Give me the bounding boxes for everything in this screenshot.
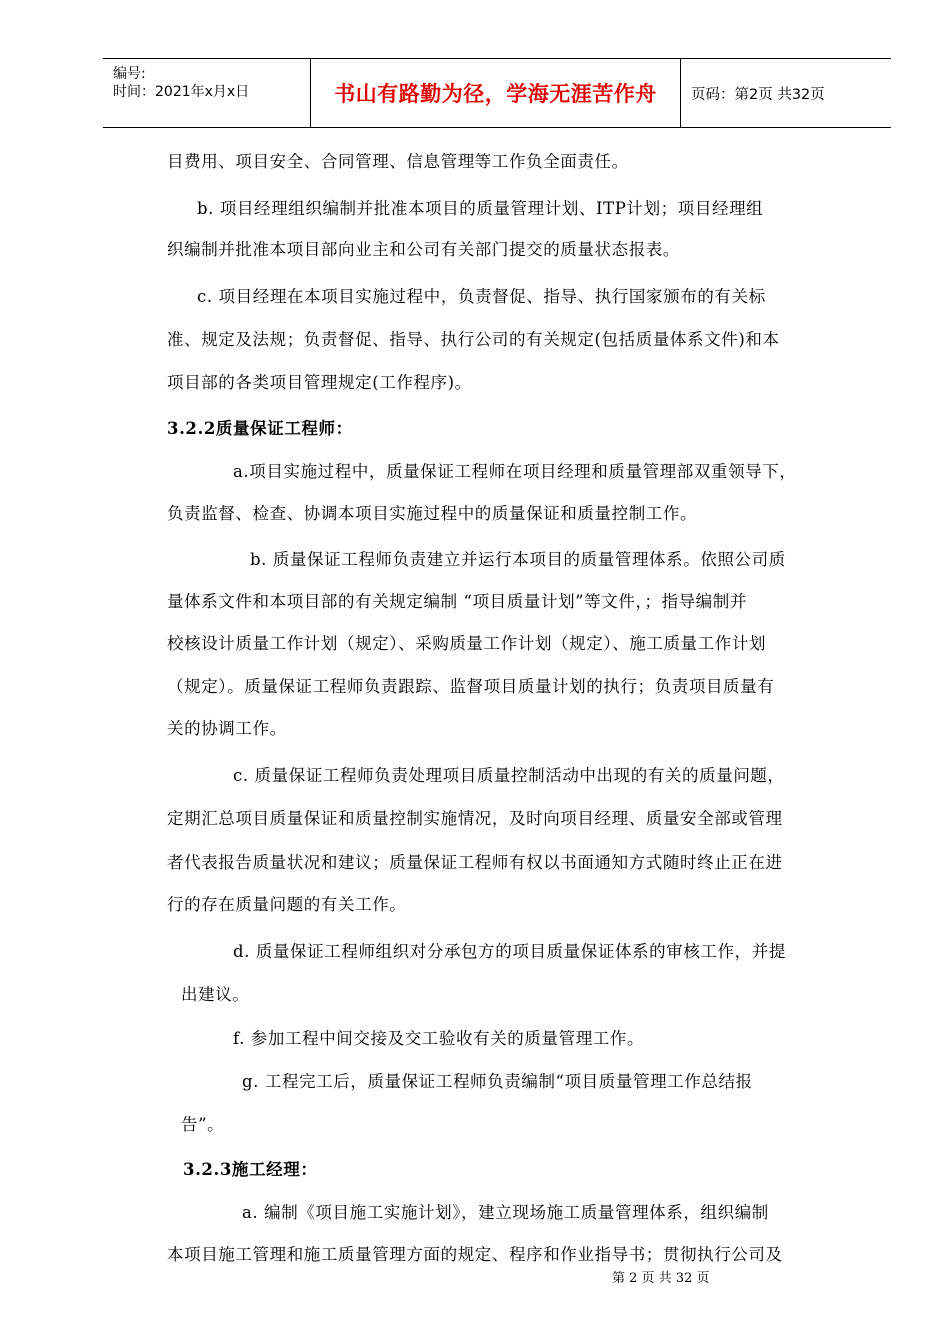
body-line: a. 编制《项目施工实施计划》，建立现场施工质量管理体系，组织编制 xyxy=(242,1203,769,1222)
page-header xyxy=(103,58,891,128)
header-motto-cell xyxy=(310,59,681,127)
body-line: 本项目施工管理和施工质量管理方面的规定、程序和作业指导书；贯彻执行公司及 xyxy=(167,1245,783,1264)
body-line: 者代表报告质量状况和建议；质量保证工程师有权以书面通知方式随时终止正在进 xyxy=(167,853,783,872)
body-line: c. 项目经理在本项目实施过程中，负责督促、指导、执行国家颁布的有关标 xyxy=(197,287,766,306)
body-line: a.项目实施过程中，质量保证工程师在项目经理和质量管理部双重领导下， xyxy=(233,462,797,481)
body-line: b. 项目经理组织编制并批准本项目的质量管理计划、ITP计划；项目经理组 xyxy=(197,199,764,218)
body-line: 织编制并批准本项目部向业主和公司有关部门提交的质量状态报表。 xyxy=(167,240,680,259)
body-line: 项目部的各类项目管理规定(工作程序)。 xyxy=(167,373,472,392)
document-time-label: 时间：2021年x月x日 xyxy=(113,84,250,100)
section-heading: 3.2.2质量保证工程师： xyxy=(167,419,353,438)
body-line: c. 质量保证工程师负责处理项目质量控制活动中出现的有关的质量问题， xyxy=(233,766,785,785)
body-line: 行的存在质量问题的有关工作。 xyxy=(167,895,407,914)
document-number-label: 编号: xyxy=(113,66,146,82)
body-line: g. 工程完工后，质量保证工程师负责编制“项目质量管理工作总结报 xyxy=(242,1072,753,1091)
body-line: d. 质量保证工程师组织对分承包方的项目质量保证体系的审核工作，并提 xyxy=(233,942,786,961)
body-line: 关的协调工作。 xyxy=(167,719,287,738)
body-line: 负责监督、检查、协调本项目实施过程中的质量保证和质量控制工作。 xyxy=(167,504,698,523)
body-line: 定期汇总项目质量保证和质量控制实施情况，及时向项目经理、质量安全部或管理 xyxy=(167,809,783,828)
body-line: b. 质量保证工程师负责建立并运行本项目的质量管理体系。依照公司质 xyxy=(250,550,786,569)
section-heading: 3.2.3施工经理： xyxy=(183,1160,318,1179)
header-page-cell xyxy=(687,59,891,127)
body-line: 校核设计质量工作计划（规定）、采购质量工作计划（规定）、施工质量工作计划 xyxy=(167,634,767,653)
body-line: （规定）。质量保证工程师负责跟踪、监督项目质量计划的执行；负责项目质量有 xyxy=(167,677,775,696)
body-line: 出建议。 xyxy=(181,985,250,1004)
header-meta xyxy=(103,59,303,127)
page-footer: 第 2 页 共 32 页 xyxy=(612,1271,710,1286)
body-line: 告”。 xyxy=(181,1115,225,1134)
body-line: 目费用、项目安全、合同管理、信息管理等工作负全面责任。 xyxy=(167,152,629,171)
header-page-number: 页码：第2页 共32页 xyxy=(691,86,825,103)
body-line: f. 参加工程中间交接及交工验收有关的质量管理工作。 xyxy=(233,1029,645,1048)
body-line: 量体系文件和本项目部的有关规定编制 “项目质量计划”等文件，；指导编制并 xyxy=(167,592,747,611)
body-line: 准、规定及法规；负责督促、指导、执行公司的有关规定(包括质量体系文件)和本 xyxy=(167,330,780,349)
header-motto: 书山有路勤为径，学海无涯苦作舟 xyxy=(334,82,657,106)
